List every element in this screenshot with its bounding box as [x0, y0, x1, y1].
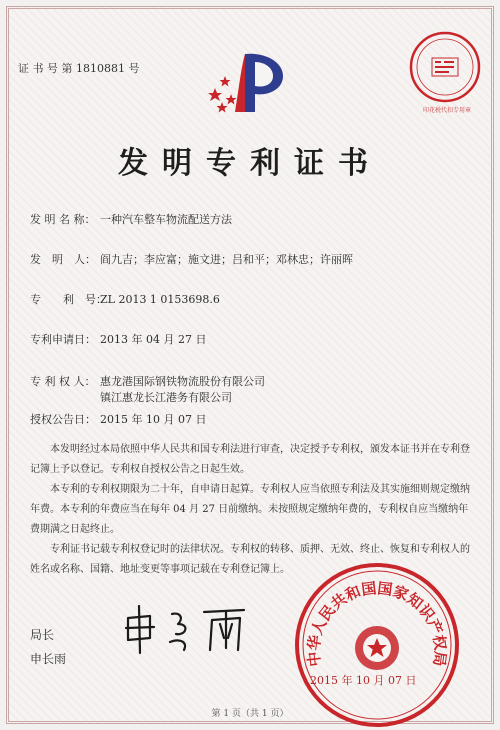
patent-number-row	[30, 292, 470, 308]
official-seal	[292, 560, 462, 730]
patent-office-logo	[205, 48, 295, 118]
statement-paragraph-2: 本专利的专利权期限为二十年，自申请日起算。专利权人应当依照专利法及其实施细则规定缴纳年费。本专利的年费应当在每年 04 月 27 日前缴纳。未按照规定缴纳年费的，专利权自应当缴纳年费期满之日起终止。	[30, 484, 470, 535]
signer-name: 申长雨	[30, 652, 67, 666]
inventors-value: 阎九吉；李应富；施文进；吕和平；邓林忠；许丽晖	[100, 253, 353, 266]
seal-date: 2015 年 10 月 07 日	[310, 674, 417, 687]
patentee-row	[30, 374, 470, 406]
filing-date-value: 2013 年 04 月 27 日	[100, 333, 207, 346]
inventors-label: 发 明 人：	[30, 253, 96, 266]
certificate-number: 证 书 号 第 1810881 号	[18, 62, 140, 75]
grant-date-row	[30, 412, 470, 428]
tax-stamp	[408, 30, 482, 104]
invention-name-label: 发 明 名 称：	[30, 213, 96, 226]
patent-number-value: ZL 2013 1 0153698.6	[100, 293, 220, 306]
filing-date-label: 专利申请日：	[30, 333, 96, 346]
statement-paragraph-1: 本发明经过本局依照中华人民共和国专利法进行审查，决定授予专利权，颁发本证书并在专利登记簿上予以登记。专利权自授权公告之日起生效。	[30, 444, 470, 475]
invention-name-value: 一种汽车整车物流配送方法	[100, 213, 232, 226]
signer-title: 局长	[30, 628, 55, 642]
seal-text: 中华人民共和国国家知识产权局	[304, 579, 450, 668]
patentee-label: 专 利 权 人：	[30, 375, 96, 388]
filing-date-row	[30, 332, 470, 348]
tax-stamp-text: 印花税代扣专用章	[422, 107, 471, 114]
patent-number-label: 专 利 号：	[30, 293, 107, 306]
invention-name-row	[30, 212, 470, 228]
grant-date-value: 2015 年 10 月 07 日	[100, 413, 207, 426]
inventors-row	[30, 252, 470, 268]
patentee-value-1: 惠龙港国际钢铁物流股份有限公司	[100, 375, 265, 388]
grant-date-label: 授权公告日：	[30, 413, 96, 426]
statement-paragraph-3: 专利证书记载专利权登记时的法律状况。专利权的转移、质押、无效、终止、恢复和专利权人的姓名或名称、国籍、地址变更等事项记载在专利登记簿上。	[30, 544, 470, 575]
certificate-title: 发明专利证书	[118, 146, 382, 181]
handwritten-signature	[120, 598, 270, 658]
page-footer: 第 1 页（共 1 页）	[211, 709, 289, 719]
patentee-value-2: 镇江惠龙长江港务有限公司	[100, 391, 232, 404]
